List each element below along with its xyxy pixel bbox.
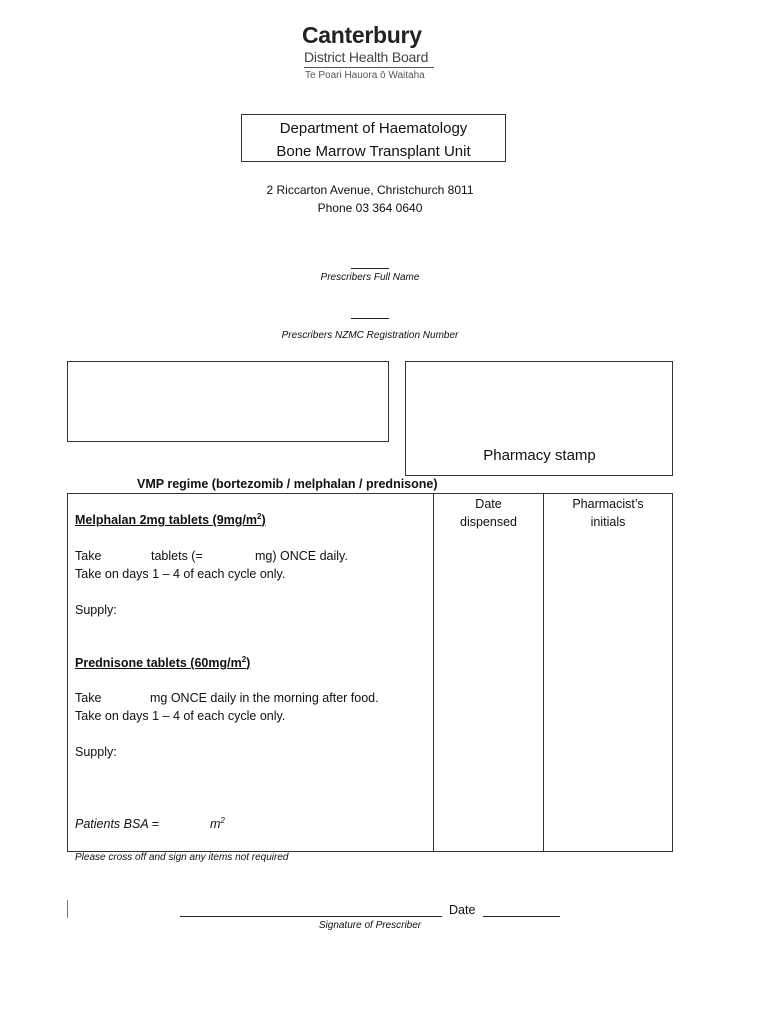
prescriber-name-caption: Prescribers Full Name (320, 272, 420, 283)
column-divider (433, 493, 434, 852)
prescriber-nzmc-field[interactable] (351, 318, 389, 319)
date-dispensed-header (434, 495, 543, 531)
signature-caption: Signature of Prescriber (318, 920, 422, 931)
melphalan-heading (75, 513, 266, 527)
address-phone: Phone 03 364 0640 (317, 201, 423, 215)
prednisone-heading-end: ) (246, 656, 251, 670)
prednisone-days: Take on days 1 – 4 of each cycle only. (75, 709, 286, 723)
date-label: Date (449, 903, 476, 917)
department-name: Department of Haematology (279, 120, 468, 137)
prednisone-supply: Supply: (75, 745, 117, 759)
bsa-label: Patients BSA = (75, 817, 159, 831)
logo-divider (304, 67, 434, 68)
melphalan-days: Take on days 1 – 4 of each cycle only. (75, 567, 286, 581)
logo-board: District Health Board (304, 49, 429, 65)
prednisone-heading-text: Prednisone tablets (60mg/m (75, 656, 242, 670)
pharmacy-stamp-label: Pharmacy stamp (483, 447, 596, 464)
department-box (241, 114, 506, 162)
regime-title: VMP regime (bortezomib / melphalan / prednisone) (137, 477, 438, 491)
prednisone-take-end: mg ONCE daily in the morning after food. (150, 691, 379, 705)
prescription-table (67, 493, 673, 852)
column-divider (543, 493, 544, 852)
logo-name: Canterbury (302, 22, 422, 48)
prednisone-take-word: Take (75, 691, 102, 705)
prescriber-name-field[interactable] (351, 268, 389, 269)
bsa-unit (210, 817, 225, 831)
signature-field[interactable] (180, 916, 442, 917)
date-header-line1: Date (475, 497, 502, 511)
melphalan-supply: Supply: (75, 603, 117, 617)
prescriber-nzmc-caption: Prescribers NZMC Registration Number (281, 330, 459, 341)
melphalan-heading-sup: 2 (256, 511, 262, 521)
melphalan-take-mid: tablets (= (151, 549, 203, 563)
melphalan-take-word: Take (75, 549, 102, 563)
prednisone-heading-sup: 2 (241, 654, 247, 664)
address-street: 2 Riccarton Avenue, Christchurch 8011 (266, 183, 474, 197)
melphalan-take-end: mg) ONCE daily. (255, 549, 348, 563)
date-header-line2: dispensed (460, 515, 517, 529)
melphalan-heading-text: Melphalan 2mg tablets (9mg/m (75, 513, 257, 527)
bsa-unit-text: m (210, 817, 221, 831)
pharm-header-line1: Pharmacist’s (572, 497, 644, 511)
bsa-unit-sup: 2 (220, 815, 225, 825)
date-field[interactable] (483, 916, 560, 917)
patient-details-box[interactable] (67, 361, 389, 442)
melphalan-heading-end: ) (261, 513, 266, 527)
unit-name: Bone Marrow Transplant Unit (276, 143, 471, 160)
logo-maori-name: Te Poari Hauora ō Waitaha (305, 70, 425, 81)
cross-off-note: Please cross off and sign any items not required (75, 852, 289, 863)
margin-mark (67, 900, 68, 918)
pharm-header-line2: initials (590, 515, 626, 529)
pharmacist-initials-header (544, 495, 672, 531)
prednisone-heading (75, 656, 250, 670)
